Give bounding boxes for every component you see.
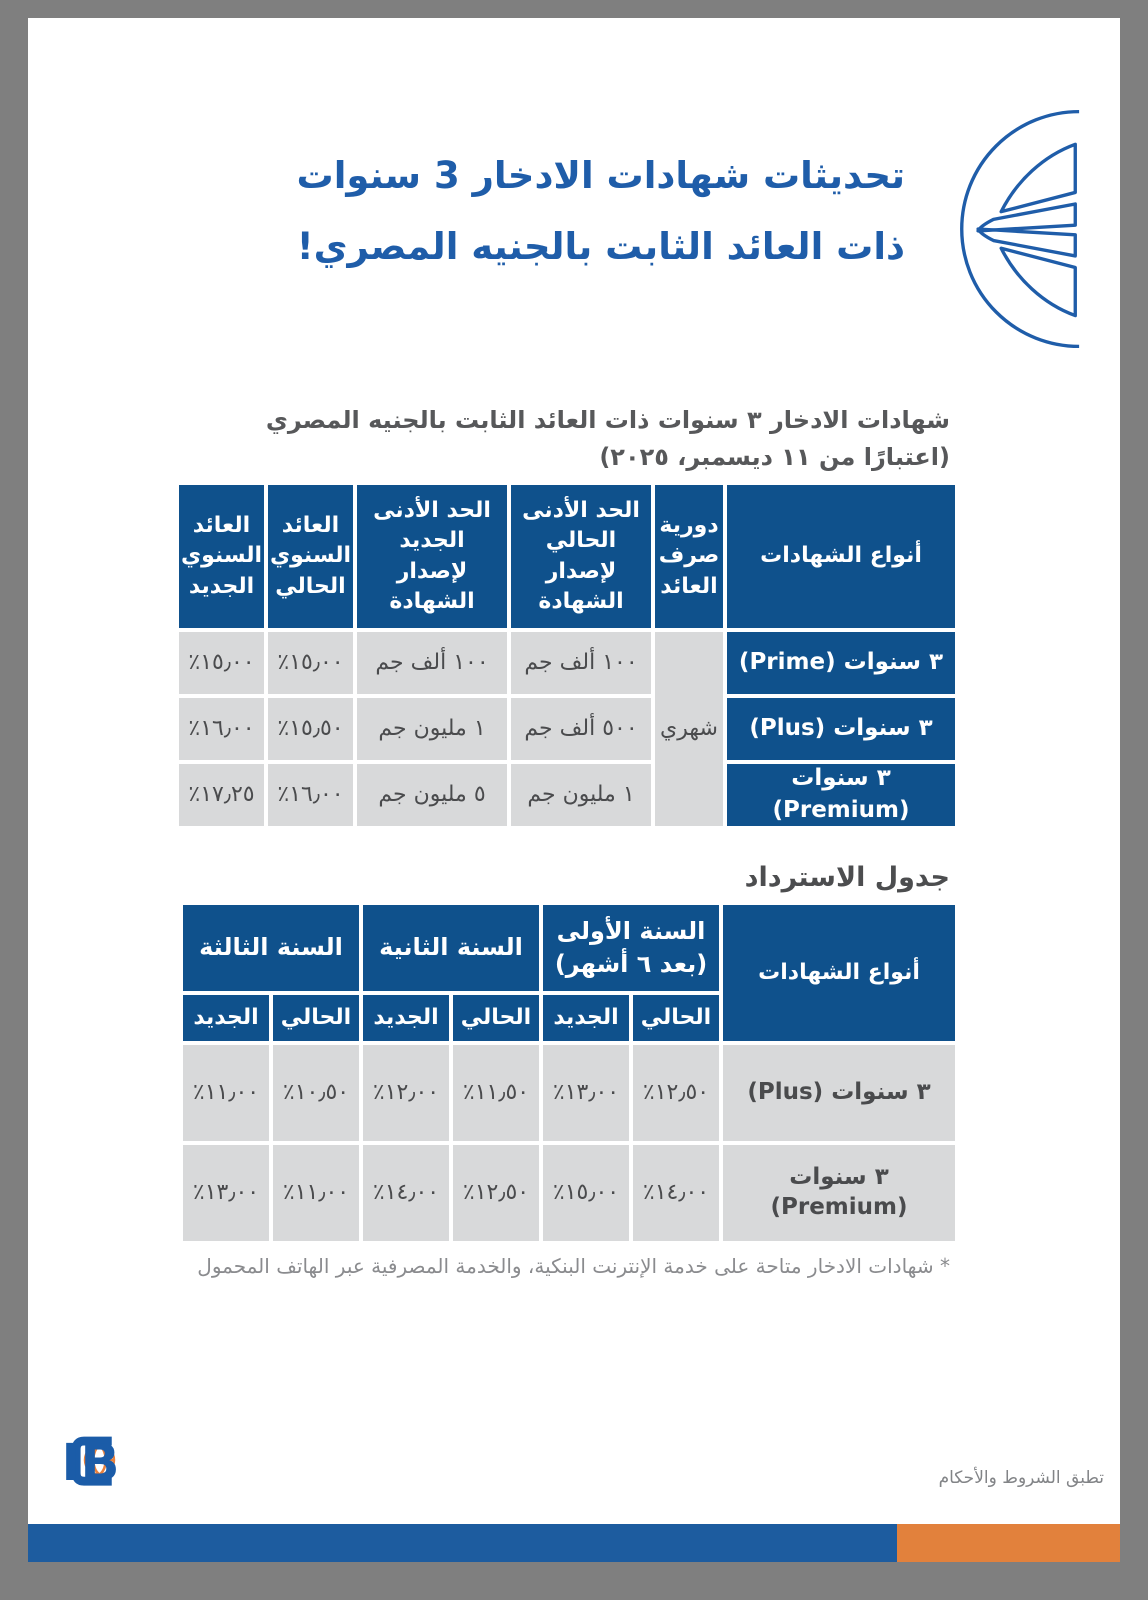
redemption-col-types: أنواع الشهادات xyxy=(723,905,955,1041)
sub-header-year2-current: الحالي xyxy=(453,995,539,1041)
col-header-current-min: الحد الأدنى الحالي لإصدار الشهادة xyxy=(511,485,651,628)
prime-current-rate: ٪١٥٫٠٠ xyxy=(268,632,353,694)
plus-y1-current: ٪١٢٫٥٠ xyxy=(633,1045,719,1141)
col-header-payout-frequency: دورية صرف العائد xyxy=(655,485,723,628)
globe-half-icon xyxy=(955,105,1082,353)
group-header-year2: السنة الثانية xyxy=(363,905,539,991)
premium-current-rate: ٪١٦٫٠٠ xyxy=(268,764,353,826)
group-header-year1 xyxy=(543,905,719,991)
col-header-new-min: الحد الأدنى الجديد لإصدار الشهادة xyxy=(357,485,507,628)
premium-y1-current: ٪١٤٫٠٠ xyxy=(633,1145,719,1241)
plus-y3-current: ٪١٠٫٥٠ xyxy=(273,1045,359,1141)
premium-y3-new: ٪١٣٫٠٠ xyxy=(183,1145,269,1241)
sub-header-year3-current: الحالي xyxy=(273,995,359,1041)
rates-subtitle-line2: (اعتبارًا من ١١ ديسمبر، ٢٠٢٥) xyxy=(599,443,950,472)
rates-subtitle-line1: شهادات الادخار ٣ سنوات ذات العائد الثابت بالجنيه المصري xyxy=(265,406,950,434)
prime-new-min: ١٠٠ ألف جم xyxy=(357,632,507,694)
prime-new-rate: ٪١٥٫٠٠ xyxy=(179,632,264,694)
redemption-type-plus: ٣ سنوات (Plus) xyxy=(723,1045,955,1141)
premium-y3-current: ٪١١٫٠٠ xyxy=(273,1145,359,1241)
plus-y2-current: ٪١١٫٥٠ xyxy=(453,1045,539,1141)
premium-y2-current: ٪١٢٫٥٠ xyxy=(453,1145,539,1241)
plus-current-rate: ٪١٥٫٥٠ xyxy=(268,698,353,760)
group-header-year3: السنة الثالثة xyxy=(183,905,359,991)
premium-y2-new: ٪١٤٫٠٠ xyxy=(363,1145,449,1241)
terms-and-conditions-note: تطبق الشروط والأحكام xyxy=(938,1468,1104,1488)
col-header-current-rate: العائد السنوي الحالي xyxy=(268,485,353,628)
premium-new-rate: ٪١٧٫٢٥ xyxy=(179,764,264,826)
premium-current-min: ١ مليون جم xyxy=(511,764,651,826)
footer-bars xyxy=(28,1524,1120,1562)
rates-table xyxy=(175,485,955,826)
redemption-type-premium: ٣ سنوات (Premium) xyxy=(723,1145,955,1241)
availability-footnote: * شهادات الادخار متاحة على خدمة الإنترنت البنكية، والخدمة المصرفية عبر الهاتف المحمول xyxy=(197,1254,950,1278)
col-header-new-rate: العائد السنوي الجديد xyxy=(179,485,264,628)
page-title-line1: تحديثات شهادات الادخار 3 سنوات xyxy=(296,154,905,197)
payout-frequency-cell: شهري xyxy=(655,632,723,826)
premium-new-min: ٥ مليون جم xyxy=(357,764,507,826)
plus-y3-new: ٪١١٫٠٠ xyxy=(183,1045,269,1141)
sub-header-year1-new: الجديد xyxy=(543,995,629,1041)
cert-type-plus: ٣ سنوات (Plus) xyxy=(727,698,955,760)
sub-header-year2-new: الجديد xyxy=(363,995,449,1041)
sub-header-year1-current: الحالي xyxy=(633,995,719,1041)
plus-y2-new: ٪١٢٫٠٠ xyxy=(363,1045,449,1141)
prime-current-min: ١٠٠ ألف جم xyxy=(511,632,651,694)
plus-new-min: ١ مليون جم xyxy=(357,698,507,760)
redemption-title: جدول الاسترداد xyxy=(744,862,950,893)
footer-bar-blue xyxy=(28,1524,897,1562)
page-title xyxy=(297,140,905,282)
footer-bar-orange xyxy=(897,1524,1120,1562)
plus-y1-new: ٪١٣٫٠٠ xyxy=(543,1045,629,1141)
premium-y1-new: ٪١٥٫٠٠ xyxy=(543,1145,629,1241)
cert-type-premium: ٣ سنوات (Premium) xyxy=(727,764,955,826)
plus-new-rate: ٪١٦٫٠٠ xyxy=(179,698,264,760)
cib-logo xyxy=(65,1431,193,1489)
rates-subtitle xyxy=(266,402,950,476)
year1-label: السنة الأولى xyxy=(556,916,706,945)
cert-type-prime: ٣ سنوات (Prime) xyxy=(727,632,955,694)
redemption-table xyxy=(175,905,955,1241)
cib-logo-ib-letters: IB xyxy=(65,1433,120,1489)
flyer-card xyxy=(28,18,1120,1562)
col-header-types: أنواع الشهادات xyxy=(727,485,955,628)
plus-current-min: ٥٠٠ ألف جم xyxy=(511,698,651,760)
year1-note: (بعد ٦ أشهر) xyxy=(554,950,708,978)
sub-header-year3-new: الجديد xyxy=(183,995,269,1041)
page-title-line2: ذات العائد الثابت بالجنيه المصري! xyxy=(296,225,905,269)
